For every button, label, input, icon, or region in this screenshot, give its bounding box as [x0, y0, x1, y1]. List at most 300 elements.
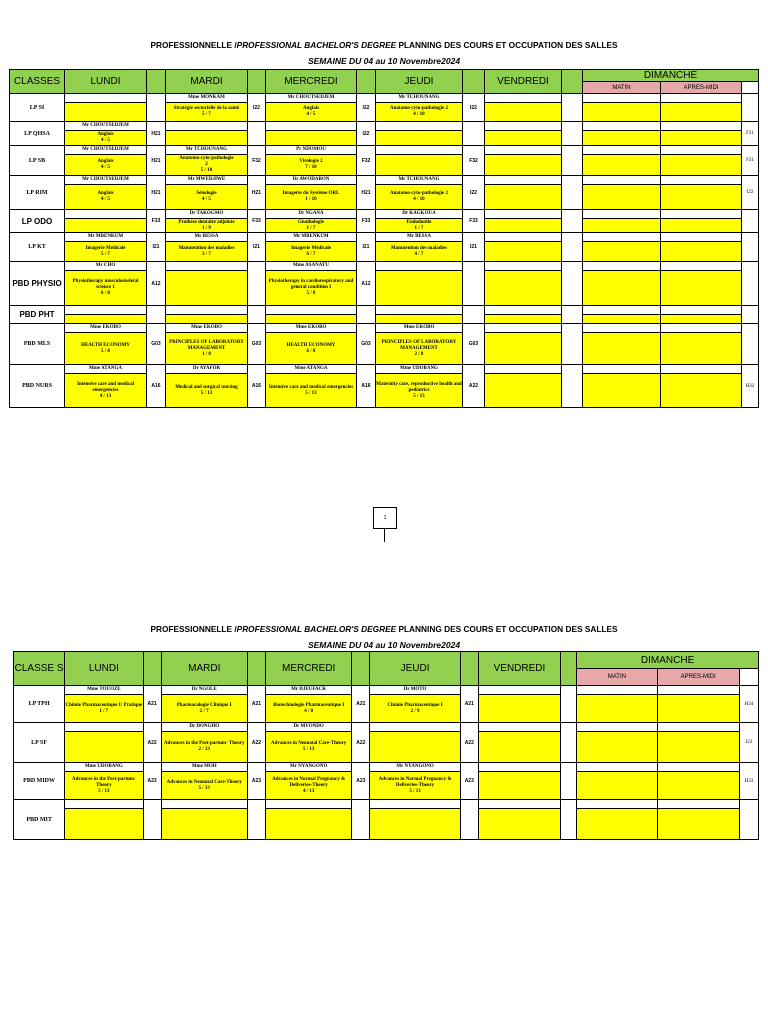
room-code [352, 800, 370, 840]
course-title: PRINCIPLES OF LABORATORY MANAGEMENT [381, 339, 457, 351]
room-code [143, 800, 161, 840]
slot-lundi [65, 723, 143, 763]
slot-dimanche-apres-midi [661, 94, 742, 122]
course-info [583, 333, 660, 364]
course-info [583, 219, 660, 232]
title-suffix: PLANNING DES COURS ET OCCUPATION DES SALLES [396, 40, 618, 50]
teacher-name: Dr KAGKOUA [376, 210, 462, 219]
course-info [376, 374, 462, 407]
teacher-name [65, 800, 142, 809]
session-count: 4 / 5 [202, 197, 211, 202]
slot-mercredi [266, 94, 357, 122]
course-info [376, 271, 462, 305]
course-title: Chimie Pharmaceutique I [387, 702, 443, 708]
slot-lundi [65, 324, 147, 365]
course-info [266, 333, 356, 364]
session-count: 1 / 9 [202, 225, 211, 231]
course-info [166, 242, 247, 261]
room-code [742, 324, 759, 365]
header-lundi: LUNDI [65, 652, 143, 686]
teacher-name [65, 723, 142, 732]
slot-jeudi [370, 800, 460, 840]
course-title: Imagerie Médicale [85, 245, 126, 251]
course-info [65, 242, 146, 261]
session-count: 2 / 13 [198, 747, 210, 752]
course-title: Anglais [302, 106, 320, 111]
room-code [248, 122, 266, 146]
slot-jeudi [370, 686, 460, 723]
room-code: F33 [357, 210, 376, 233]
room-code: A23 [247, 763, 265, 800]
teacher-name [266, 306, 356, 315]
slot-mercredi [266, 233, 357, 262]
slot-dimanche-matin [583, 365, 661, 408]
room-code: A21 [143, 686, 161, 723]
room-code: F33 [463, 210, 485, 233]
room-code: G03 [147, 324, 166, 365]
slot-vendredi [485, 233, 562, 262]
session-count: 4 / 8 [304, 708, 314, 714]
teacher-name [661, 122, 741, 131]
course-title: Biotechnologie Pharmaceutique I [273, 702, 345, 708]
teacher-name [658, 763, 739, 772]
session-count: 5 / 13 [302, 747, 315, 752]
course-info [583, 185, 660, 209]
room-code: I23 [739, 723, 758, 763]
header-room [562, 70, 583, 94]
header-room [143, 652, 161, 686]
teacher-name: Dr DONGHO [162, 723, 247, 732]
header-room [742, 82, 759, 94]
course-info [479, 695, 560, 722]
course-info [376, 219, 462, 232]
room-code [248, 306, 266, 324]
course-info [479, 772, 560, 799]
slot-dimanche-matin [583, 306, 661, 324]
slot-dimanche-apres-midi [657, 723, 739, 763]
course-title: Maternity care, reproductive health and pediatrics [376, 381, 462, 393]
page-title [0, 40, 768, 50]
teacher-name: Mr TCHOUNANG [166, 146, 247, 155]
slot-lundi [65, 306, 147, 324]
slot-lundi [65, 233, 147, 262]
session-count: 4 / 10 [413, 197, 425, 202]
teacher-name [583, 324, 660, 333]
course-info [661, 103, 741, 121]
room-code: A12 [147, 262, 166, 306]
course-info [577, 695, 656, 722]
course-info [376, 242, 462, 261]
course-title: Physiotherapy musculoskeletal science 1 [72, 279, 139, 290]
session-count: 5 / 13 [409, 788, 421, 794]
class-name: PBD PHT [10, 306, 65, 324]
course-info [65, 271, 146, 305]
course-info [661, 219, 741, 232]
slot-mardi [166, 210, 248, 233]
slot-dimanche-apres-midi [657, 686, 739, 723]
teacher-name: Mme MONKAM [166, 94, 247, 103]
course-title: Stratégie sectorielle de la santé [173, 106, 240, 111]
course-title: Prothèse dentaire adjointe [178, 219, 235, 225]
slot-dimanche-matin [583, 94, 661, 122]
session-count: 5 / 7 [202, 112, 211, 117]
slot-lundi [65, 176, 147, 210]
teacher-name [577, 800, 656, 809]
teacher-name [479, 763, 560, 772]
teacher-name [661, 306, 741, 315]
slot-dimanche-matin [583, 176, 661, 210]
table-row [14, 723, 759, 763]
slot-mercredi [265, 763, 351, 800]
course-info [376, 155, 462, 175]
teacher-name: Mme MOH [162, 763, 247, 772]
course-info [65, 315, 146, 323]
course-info [266, 131, 356, 145]
slot-mardi [166, 233, 248, 262]
session-count: 2 / 8 [414, 351, 424, 357]
course-title: Manutention des maladies [178, 245, 235, 251]
teacher-name [65, 210, 146, 219]
teacher-name [661, 233, 741, 242]
teacher-name: Mr TCHOUNANG [376, 176, 462, 185]
course-info [65, 219, 146, 232]
slot-jeudi [370, 763, 460, 800]
table-row [14, 800, 759, 840]
header-room [352, 652, 370, 686]
course-info [266, 315, 356, 323]
room-code [562, 262, 583, 306]
teacher-name [376, 146, 462, 155]
header-room [463, 70, 485, 94]
header-matin: MATIN [577, 669, 657, 686]
teacher-name: Mr NYANGONO [370, 763, 459, 772]
table-row [14, 686, 759, 723]
teacher-name: Dr AYAFOR [166, 365, 247, 374]
teacher-name: Mme TOUOZE [65, 686, 142, 695]
course-title: Anatomo-cyto-pathologie 2 [390, 106, 448, 111]
course-info [485, 219, 561, 232]
header-apres-midi: APRES-MIDI [657, 669, 739, 686]
room-code: I22 [463, 176, 485, 210]
room-code: I22 [248, 94, 266, 122]
teacher-name: Mme ATANGA [65, 365, 146, 374]
slot-vendredi [485, 94, 562, 122]
course-info [266, 242, 356, 261]
course-title: Intensive care and medical emergencies [268, 384, 354, 390]
teacher-name [376, 262, 462, 271]
teacher-name [485, 262, 561, 271]
session-count: 5 / 13 [305, 390, 317, 396]
course-info [661, 315, 741, 323]
course-title: Advances in Normal Pregnancy & Deliveries-Theory [378, 776, 452, 788]
teacher-name [485, 122, 561, 131]
room-code: I22 [742, 176, 759, 210]
teacher-name [577, 763, 656, 772]
room-code: A22 [463, 365, 485, 408]
header-classes: CLASSE S [14, 652, 65, 686]
course-info [577, 732, 656, 762]
teacher-name: Mme EKOBO [166, 324, 247, 333]
slot-mercredi [266, 176, 357, 210]
slot-vendredi [485, 122, 562, 146]
room-code: H34 [739, 686, 758, 723]
room-code: I21 [463, 233, 485, 262]
teacher-name [658, 800, 739, 809]
room-code [357, 306, 376, 324]
header-vendredi: VENDREDI [478, 652, 560, 686]
teacher-name: Mr CHO [65, 262, 146, 271]
room-code: G03 [357, 324, 376, 365]
teacher-name: Mr CHOUTSEDJEM [65, 122, 146, 131]
table-row [10, 262, 759, 306]
slot-dimanche-apres-midi [661, 176, 742, 210]
teacher-name [583, 94, 660, 103]
room-code: F31 [742, 122, 759, 146]
course-info [485, 315, 561, 323]
course-info [658, 695, 739, 722]
teacher-name [266, 122, 356, 131]
header-lundi: LUNDI [65, 70, 147, 94]
class-name: LP SI [10, 94, 65, 122]
teacher-name [370, 800, 459, 809]
teacher-name [661, 324, 741, 333]
course-info [376, 131, 462, 145]
slot-mardi [161, 800, 247, 840]
course-info [583, 242, 660, 261]
slot-dimanche-matin [583, 233, 661, 262]
room-code [460, 800, 478, 840]
room-code [742, 94, 759, 122]
slot-mardi [166, 306, 248, 324]
header-vendredi: VENDREDI [485, 70, 562, 94]
slot-dimanche-apres-midi [661, 233, 742, 262]
slot-mercredi [266, 365, 357, 408]
teacher-name [485, 324, 561, 333]
teacher-name: Mme UDOBANG [376, 365, 462, 374]
course-title: Medical and surgical nursing [175, 384, 238, 390]
teacher-name [370, 723, 459, 732]
class-name: PBD PHYSIO [10, 262, 65, 306]
session-count: 4 / 5 [101, 165, 110, 170]
teacher-name [485, 176, 561, 185]
teacher-name [485, 146, 561, 155]
course-info [65, 772, 142, 799]
teacher-name: Mme EKOBO [376, 324, 462, 333]
course-title: Imagerie du Système ORL [282, 191, 340, 196]
course-title: Manutention des maladies [390, 245, 448, 251]
course-info [166, 185, 247, 209]
class-name: LP RIM [10, 176, 65, 210]
teacher-name: Mr NYANGONO [266, 763, 351, 772]
course-info [658, 809, 739, 839]
header-room [460, 652, 478, 686]
table-row [10, 365, 759, 408]
teacher-name [661, 146, 741, 155]
header-apres-midi: APRES-MIDI [661, 82, 742, 94]
page-title-2 [0, 624, 768, 634]
teacher-name [661, 176, 741, 185]
room-code: A23 [352, 763, 370, 800]
session-count: 4 / 7 [414, 251, 424, 257]
session-count: 4 / 13 [302, 788, 315, 794]
teacher-name: Dr MOTO [370, 686, 459, 695]
teacher-name [661, 365, 741, 374]
teacher-name [658, 723, 739, 732]
header-room [147, 70, 166, 94]
room-code [562, 122, 583, 146]
room-code [562, 365, 583, 408]
course-info [485, 374, 561, 407]
table-row [10, 94, 759, 122]
session-count: 5 / 13 [413, 393, 425, 399]
course-info [583, 155, 660, 175]
slot-lundi [65, 210, 147, 233]
room-code: A16 [147, 365, 166, 408]
course-info [485, 103, 561, 121]
slot-mercredi [266, 306, 357, 324]
room-code [561, 800, 577, 840]
teacher-name [485, 94, 561, 103]
room-code [739, 800, 758, 840]
table-row [14, 763, 759, 800]
teacher-name [485, 233, 561, 242]
slot-jeudi [370, 723, 460, 763]
slot-mardi [166, 324, 248, 365]
room-code [147, 306, 166, 324]
teacher-name [376, 122, 462, 131]
course-title: Pharmacologie Clinique I [176, 702, 232, 708]
course-info [166, 131, 247, 145]
class-name: LP SB [10, 146, 65, 176]
slot-lundi [65, 146, 147, 176]
slot-mercredi [266, 146, 357, 176]
session-count: 4 / 5 [306, 112, 316, 117]
slot-vendredi [478, 686, 560, 723]
course-info [583, 374, 660, 407]
course-info [485, 185, 561, 209]
header-room [357, 70, 376, 94]
session-count: 5 / 10 [200, 168, 213, 173]
header-mardi: MARDI [161, 652, 247, 686]
teacher-name: Mr BESSA [376, 233, 462, 242]
slot-jeudi [376, 306, 463, 324]
week-subtitle: SEMAINE DU 04 au 10 Novembre2024 [307, 56, 461, 66]
course-info [162, 809, 247, 839]
slot-mardi [161, 763, 247, 800]
title-prefix: PROFESSIONNELLE / [150, 624, 237, 634]
room-code [247, 800, 265, 840]
room-code [562, 146, 583, 176]
session-count: 5 / 13 [98, 788, 110, 794]
slot-lundi [65, 262, 147, 306]
title-suffix: PLANNING DES COURS ET OCCUPATION DES SALLES [396, 624, 618, 634]
course-info [266, 155, 356, 175]
room-code: A23 [460, 763, 478, 800]
teacher-name: Mme ASANATU [266, 262, 356, 271]
slot-mercredi [266, 122, 357, 146]
course-info [583, 315, 660, 323]
room-code [742, 233, 759, 262]
slot-dimanche-apres-midi [661, 306, 742, 324]
course-title: Physiotherapy in cardiorespiratory and general condition I [268, 279, 354, 290]
slot-dimanche-matin [583, 122, 661, 146]
teacher-name: Pr NDOMOU [266, 146, 356, 155]
session-count: 5 / 8 [306, 291, 316, 296]
session-count: 5 / 8 [101, 348, 110, 354]
course-info [376, 185, 462, 209]
room-code: H21 [357, 176, 376, 210]
slot-mardi [161, 723, 247, 763]
slot-mercredi [265, 723, 351, 763]
course-info [577, 772, 656, 799]
room-code: A22 [352, 723, 370, 763]
header-jeudi: JEUDI [376, 70, 463, 94]
teacher-name [166, 262, 247, 271]
course-info [166, 333, 247, 364]
room-code: A21 [460, 686, 478, 723]
header-mercredi: MERCREDI [265, 652, 351, 686]
teacher-name [65, 306, 146, 315]
course-info [577, 809, 656, 839]
class-name: PBD MLS [10, 324, 65, 365]
slot-lundi [65, 763, 143, 800]
title-prefix: PROFESSIONNELLE / [150, 40, 237, 50]
room-code: F32 [463, 146, 485, 176]
week-subtitle-2: SEMAINE DU 04 au 10 Novembre2024 [307, 640, 461, 650]
room-code: A12 [357, 262, 376, 306]
session-count: 1 / 8 [202, 351, 211, 357]
course-info [162, 772, 247, 799]
class-name: LP KT [10, 233, 65, 262]
room-code: F33 [147, 210, 166, 233]
course-title: Intensive care and medical emergencies [77, 381, 134, 393]
teacher-name [577, 723, 656, 732]
teacher-name [583, 176, 660, 185]
room-code: F31 [742, 146, 759, 176]
slot-jeudi [376, 94, 463, 122]
session-count: 1 / 7 [99, 708, 109, 714]
teacher-name: Mr MWEDJIWE [166, 176, 247, 185]
room-code: A21 [352, 686, 370, 723]
teacher-name [583, 210, 660, 219]
teacher-name: Mr CHOUTSEDJEM [266, 94, 356, 103]
teacher-name [162, 800, 247, 809]
room-code: I22 [463, 94, 485, 122]
header-dimanche: DIMANCHE [583, 70, 759, 82]
room-code [463, 122, 485, 146]
course-info [485, 271, 561, 305]
session-count: 2 / 9 [410, 708, 420, 714]
course-title: Anatomo-cyto-pathologie 2 [390, 191, 448, 196]
schedule-table-1 [9, 69, 759, 408]
teacher-name: Dr TAKOGMO [166, 210, 247, 219]
slot-dimanche-apres-midi [661, 146, 742, 176]
class-name: LP ODO [10, 210, 65, 233]
slot-dimanche-apres-midi [661, 262, 742, 306]
slot-dimanche-apres-midi [661, 324, 742, 365]
teacher-name: Mme ATANGA [266, 365, 356, 374]
course-title: Anglais [97, 159, 114, 164]
header-matin: MATIN [583, 82, 661, 94]
slot-vendredi [485, 324, 562, 365]
course-info [370, 772, 459, 799]
course-info [376, 315, 462, 323]
room-code: G03 [248, 324, 266, 365]
session-count: 5 / 13 [200, 390, 213, 396]
course-info [661, 271, 741, 305]
course-title: HEALTH ECONOMY [286, 342, 336, 348]
slot-vendredi [485, 365, 562, 408]
